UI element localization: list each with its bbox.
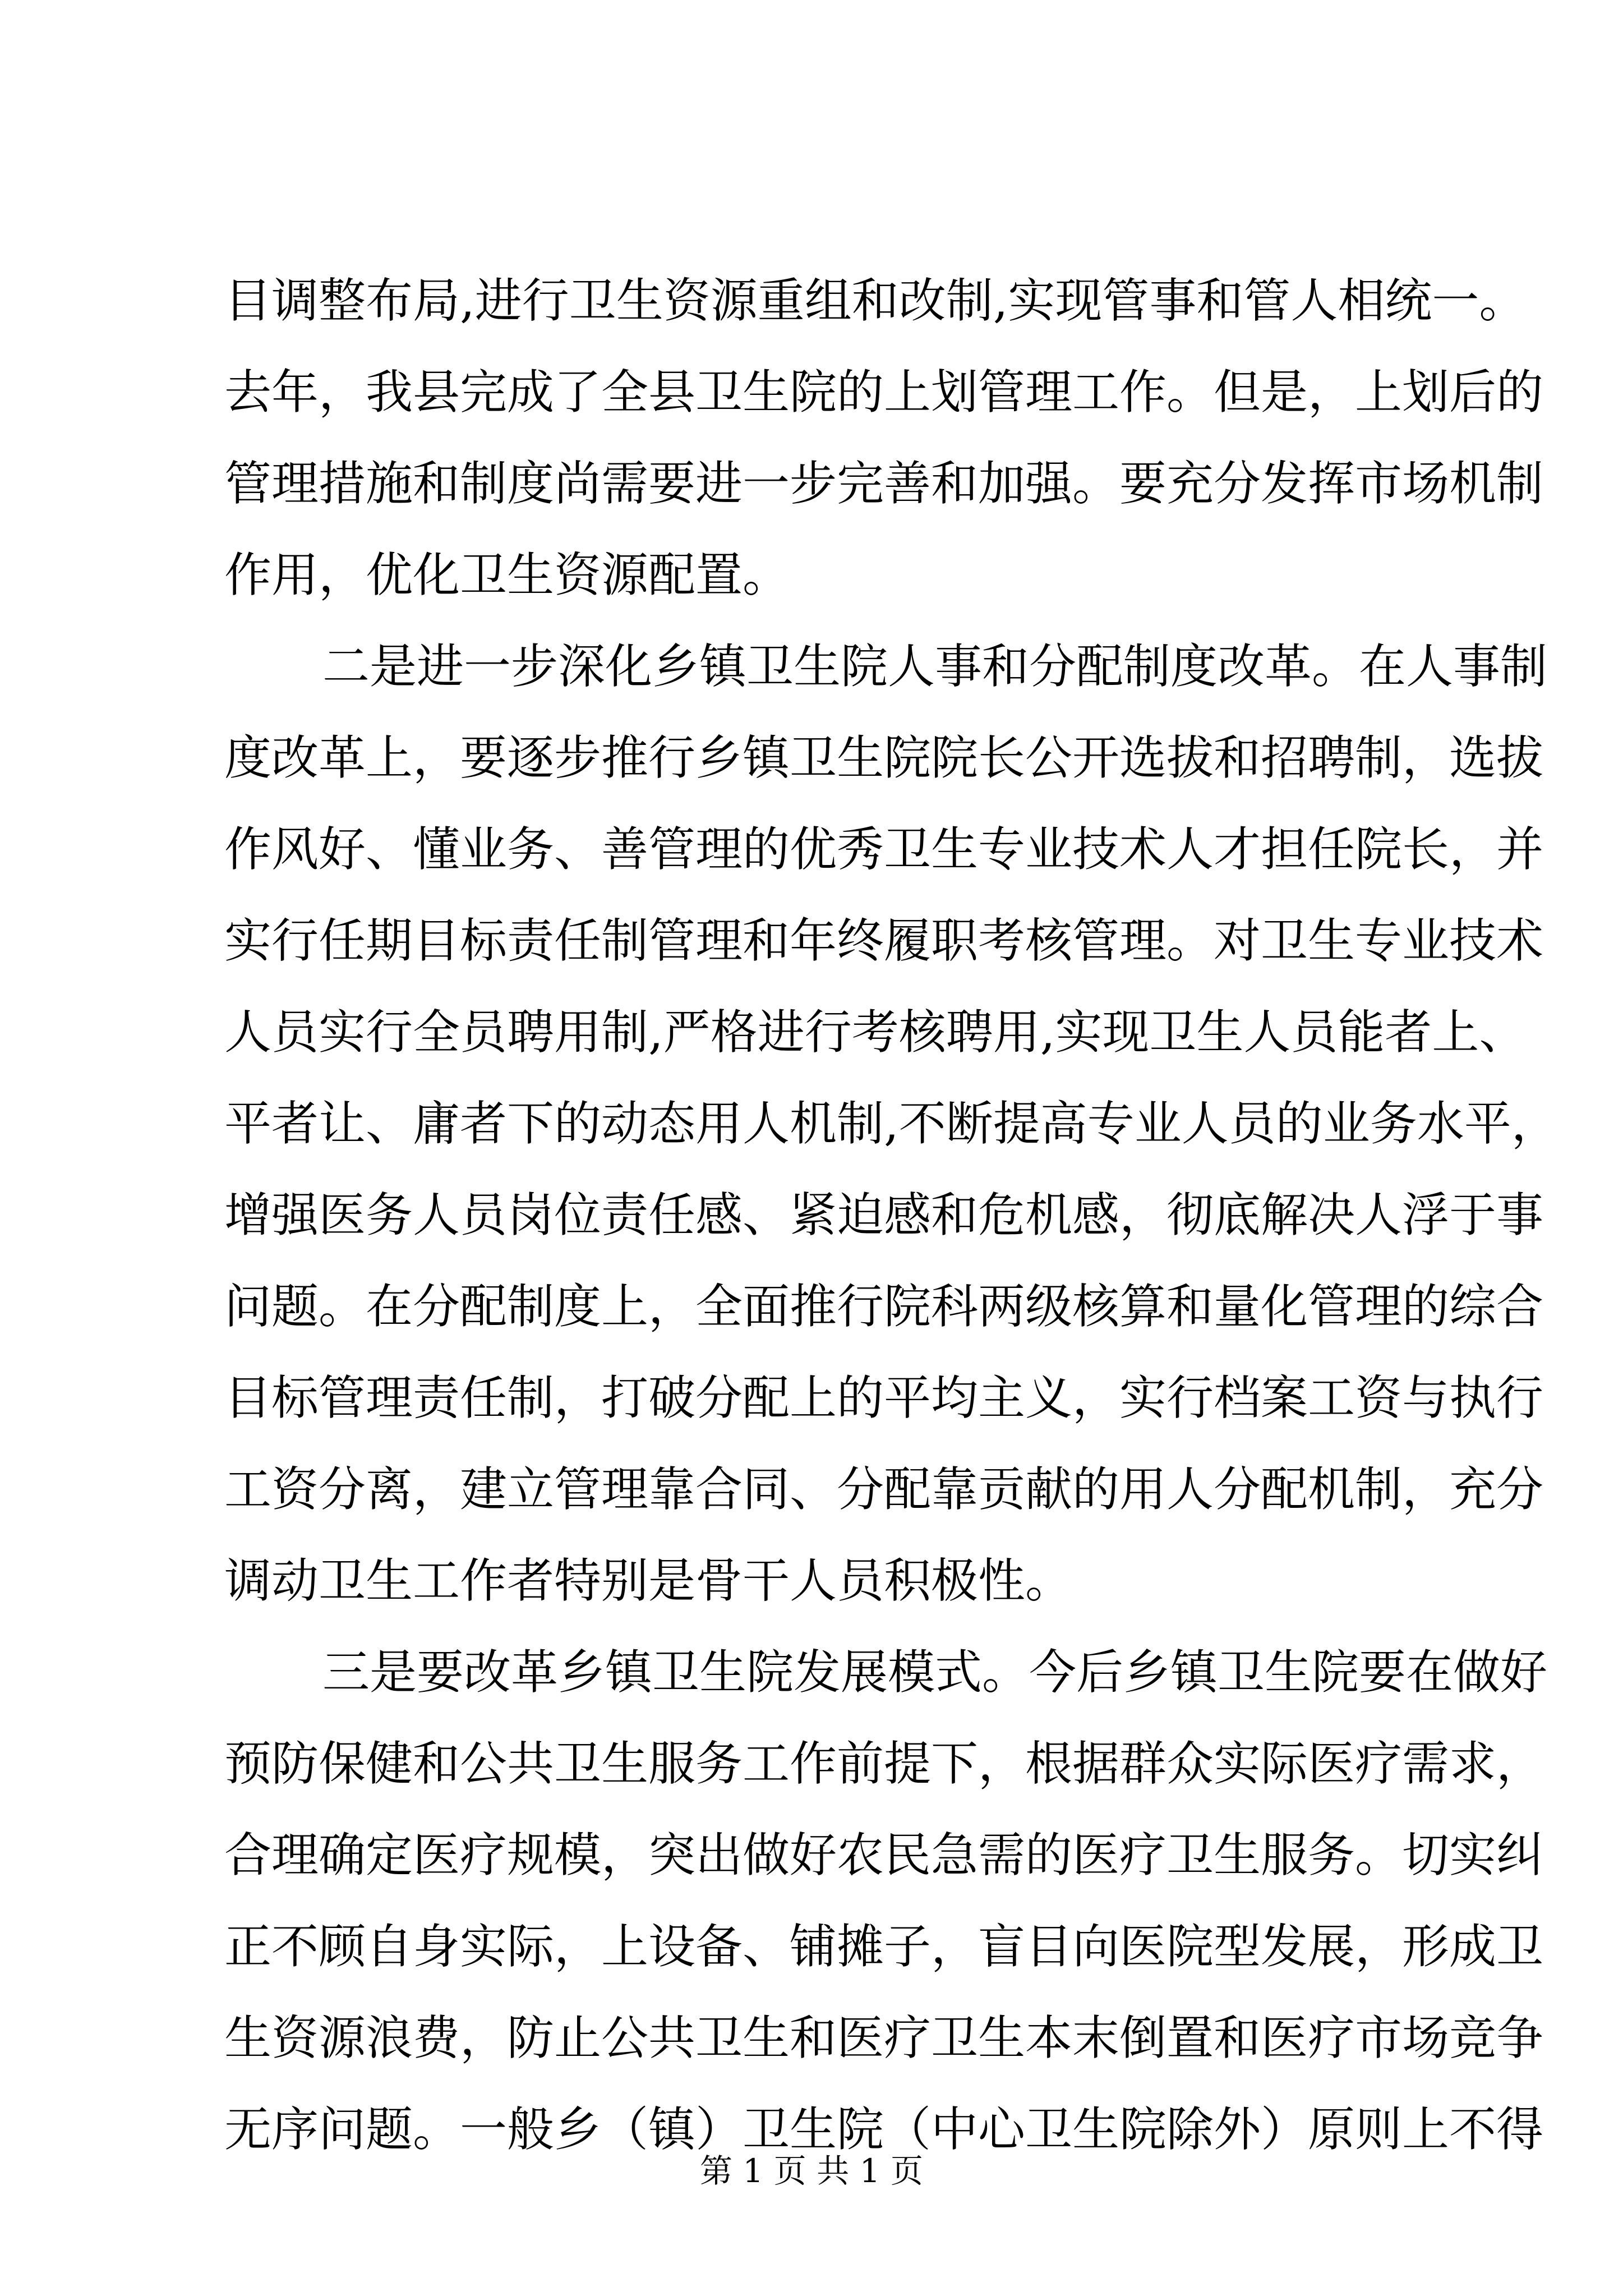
p3-line-1: 三是要改革乡镇卫生院发展模式。今后乡镇卫生院要在做好 [322, 1645, 1548, 1700]
p1-line-1: 目调整布局,进行卫生资源重组和改制,实现管事和管人相统一。 [224, 273, 1527, 328]
p1-line-4: 作用，优化卫生资源配置。 [224, 547, 790, 602]
p3-line-2: 预防保健和公共卫生服务工作前提下，根据群众实际医疗需求， [224, 1736, 1544, 1791]
p2-line-3: 作风好、懂业务、善管理的优秀卫生专业技术人才担任院长，并 [224, 822, 1544, 877]
p2-line-11: 调动卫生工作者特别是骨干人员积极性。 [224, 1553, 1073, 1608]
p2-line-7: 增强医务人员岗位责任感、紧迫感和危机感，彻底解决人浮于事 [224, 1188, 1544, 1243]
p3-line-4: 正不顾自身实际，上设备、铺摊子，盲目向医院型发展，形成卫 [224, 1919, 1544, 1974]
p3-line-6: 无序问题。一般乡（镇）卫生院（中心卫生院除外）原则上不得 [224, 2102, 1544, 2157]
p3-line-3: 合理确定医疗规模，突出做好农民急需的医疗卫生服务。切实纠 [224, 1828, 1544, 1883]
p2-line-6: 平者让、庸者下的动态用人机制,不断提高专业人员的业务水平， [224, 1096, 1559, 1151]
p2-line-9: 目标管理责任制，打破分配上的平均主义，实行档案工资与执行 [224, 1370, 1544, 1425]
p2-line-5: 人员实行全员聘用制,严格进行考核聘用,实现卫生人员能者上、 [224, 1005, 1527, 1060]
p3-line-5: 生资源浪费，防止公共卫生和医疗卫生本末倒置和医疗市场竞争 [224, 2010, 1544, 2065]
p1-line-2: 去年，我县完成了全县卫生院的上划管理工作。但是，上划后的 [224, 365, 1544, 420]
p2-line-1: 二是进一步深化乡镇卫生院人事和分配制度改革。在人事制 [322, 639, 1548, 694]
p1-line-3: 管理措施和制度尚需要进一步完善和加强。要充分发挥市场机制 [224, 456, 1544, 511]
p2-line-4: 实行任期目标责任制管理和年终履职考核管理。对卫生专业技术 [224, 913, 1544, 968]
p2-line-10: 工资分离，建立管理靠合同、分配靠贡献的用人分配机制，充分 [224, 1462, 1544, 1517]
p2-line-2: 度改革上，要逐步推行乡镇卫生院院长公开选拔和招聘制，选拔 [224, 730, 1544, 785]
page-footer: 第 1 页 共 1 页 [700, 2152, 923, 2190]
p2-line-8: 问题。在分配制度上，全面推行院科两级核算和量化管理的综合 [224, 1279, 1544, 1334]
